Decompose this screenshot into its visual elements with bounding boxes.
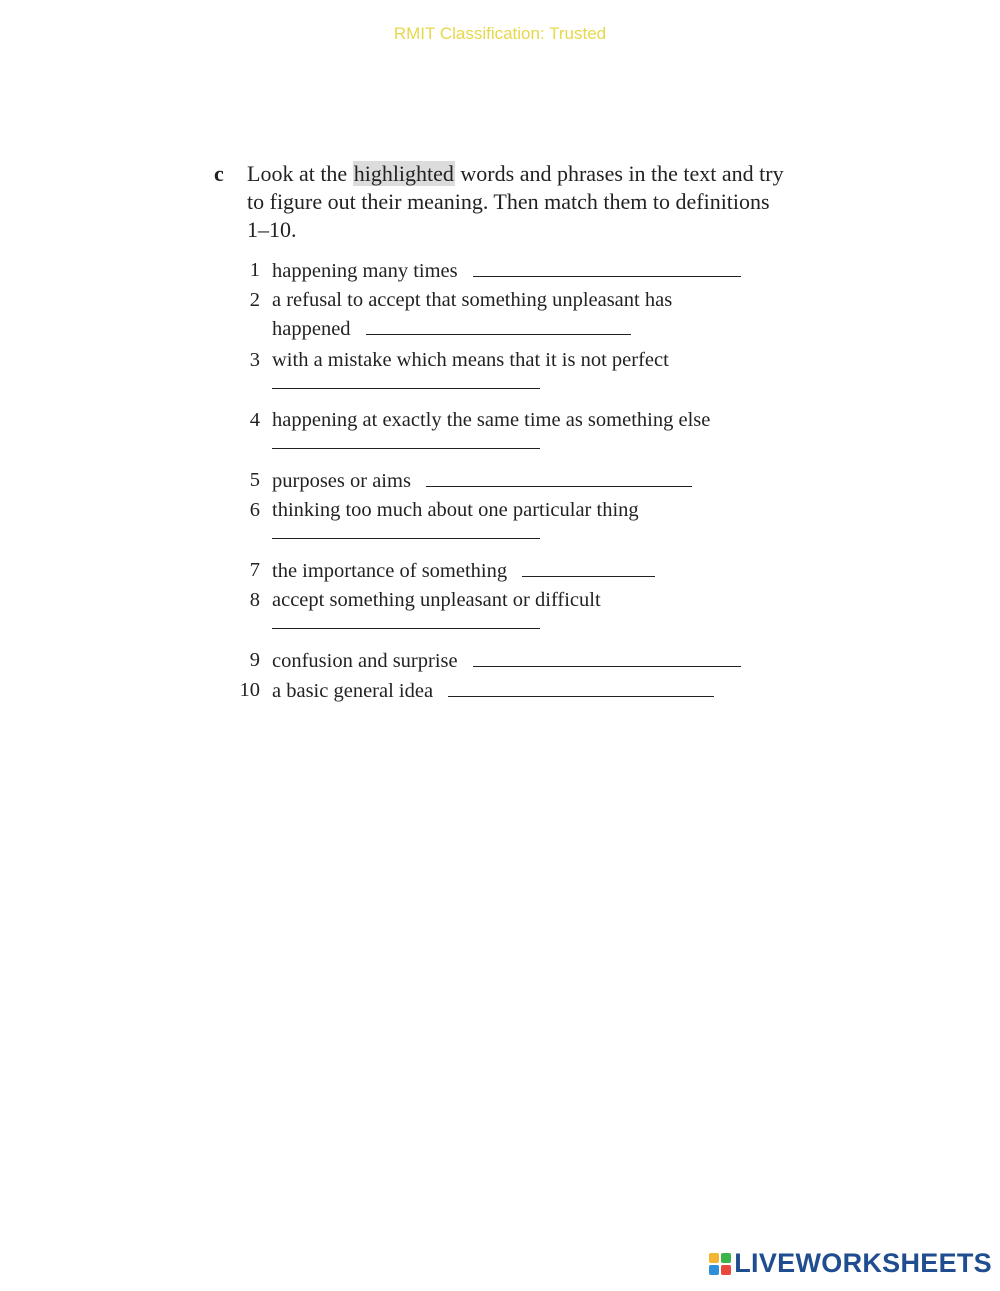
logo-square-icon <box>721 1265 731 1275</box>
answer-blank-6[interactable] <box>272 524 540 539</box>
answer-blank-5[interactable] <box>426 466 692 487</box>
instruction-after: words and phrases in the text and try to figure out their meaning. Then match them to definitions 1–10. <box>247 161 784 242</box>
item-text: accept something unpleasant or difficult <box>272 589 601 611</box>
classification-label: RMIT Classification: Trusted <box>393 24 607 43</box>
definition-item <box>214 466 794 496</box>
definition-item <box>214 286 794 346</box>
item-number: 1 <box>249 259 260 281</box>
item-number: 4 <box>249 409 260 431</box>
item-text: happening at exactly the same time as something else <box>272 409 711 431</box>
item-number: 10 <box>239 679 260 701</box>
item-number: 8 <box>249 589 260 611</box>
logo-square-icon <box>709 1265 719 1275</box>
answer-blank-4[interactable] <box>272 434 540 449</box>
item-text: purposes or aims <box>272 470 411 492</box>
answer-blank-8[interactable] <box>272 614 540 629</box>
exercise-letter: c <box>214 161 224 186</box>
instruction-highlighted-word: highlighted <box>353 161 454 186</box>
answer-blank-9[interactable] <box>473 646 741 667</box>
definition-item <box>214 556 794 586</box>
liveworksheets-logo <box>709 1248 992 1279</box>
item-text: confusion and surprise <box>272 650 458 672</box>
instruction-text <box>247 160 787 244</box>
item-text: the importance of something <box>272 560 508 582</box>
item-number: 7 <box>249 559 260 581</box>
item-text: happening many times <box>272 260 458 282</box>
definition-item <box>214 646 794 676</box>
item-number: 9 <box>249 649 260 671</box>
logo-square-icon <box>721 1253 731 1263</box>
definition-item <box>214 496 794 556</box>
definition-item <box>214 256 794 286</box>
definition-item <box>214 406 794 466</box>
item-text: with a mistake which means that it is not perfect <box>272 349 669 371</box>
definition-item <box>214 346 794 406</box>
item-number: 6 <box>249 499 260 521</box>
logo-square-icon <box>709 1253 719 1263</box>
item-number: 3 <box>249 349 260 371</box>
answer-blank-7[interactable] <box>522 556 655 577</box>
definition-item <box>214 676 794 706</box>
definition-item <box>214 586 794 646</box>
definition-list <box>214 256 794 706</box>
instruction-before: Look at the <box>247 161 348 186</box>
answer-blank-2[interactable] <box>366 314 631 335</box>
liveworksheets-logo-icon <box>709 1253 731 1275</box>
answer-blank-3[interactable] <box>272 374 540 389</box>
logo-text: LIVEWORKSHEETS <box>734 1248 992 1278</box>
answer-blank-10[interactable] <box>448 676 714 697</box>
item-text: a basic general idea <box>272 680 434 702</box>
answer-blank-1[interactable] <box>473 256 741 277</box>
item-number: 2 <box>249 289 260 311</box>
item-text: a refusal to accept that something unpleasant has happened <box>272 289 673 340</box>
item-text: thinking too much about one particular thing <box>272 499 639 521</box>
item-number: 5 <box>249 469 260 491</box>
